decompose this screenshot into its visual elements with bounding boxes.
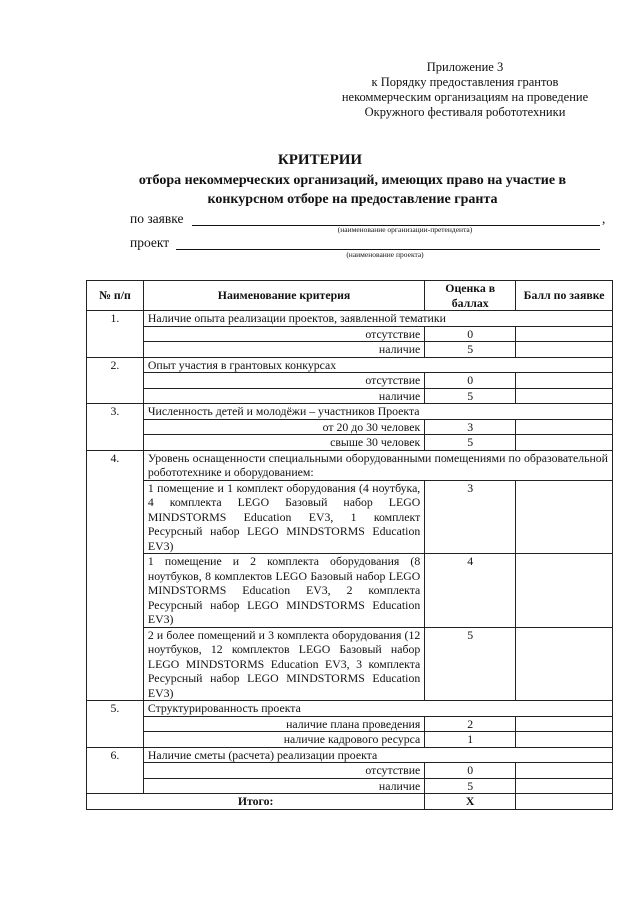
- option-label: наличие кадрового ресурса: [143, 732, 424, 748]
- table-row: [87, 450, 613, 480]
- option-score: 5: [425, 342, 516, 358]
- criterion-name: Численность детей и молодёжи – участников Проекта: [143, 404, 612, 420]
- option-label: 1 помещение и 2 комплекта оборудования (8 ноутбуков, 8 комплектов LEGO Базовый набор LEGO MINDSTORMS Education EV3, 2 комплекта Ресурсный набор LEGO MINDSTORMS Education EV3): [143, 554, 424, 628]
- table-row: [87, 778, 613, 794]
- table-row: [87, 435, 613, 451]
- option-label: наличие плана проведения: [143, 716, 424, 732]
- option-label: от 20 до 30 человек: [143, 419, 424, 435]
- option-score: 0: [425, 373, 516, 389]
- total-score: X: [425, 794, 516, 810]
- application-input-line[interactable]: [192, 211, 600, 226]
- application-score-cell[interactable]: [516, 732, 613, 748]
- col-header-num: № п/п: [87, 281, 144, 311]
- option-score: 5: [425, 627, 516, 701]
- option-label: 2 и более помещений и 3 комплекта оборудования (12 ноутбуков, 12 комплектов LEGO Базовый набор LEGO MINDSTORMS Education EV3, 3 комплекта Ресурсный набор LEGO MINDSTORMS Education EV3): [143, 627, 424, 701]
- col-header-score: Оценка в баллах: [425, 281, 516, 311]
- table-row: [87, 311, 613, 327]
- option-score: 5: [425, 435, 516, 451]
- option-score: 3: [425, 419, 516, 435]
- application-score-cell[interactable]: [516, 388, 613, 404]
- option-score: 2: [425, 716, 516, 732]
- table-row: [87, 326, 613, 342]
- appendix-header: [320, 60, 610, 120]
- application-comma: ,: [602, 211, 606, 226]
- option-label: наличие: [143, 778, 424, 794]
- criterion-num: 1.: [87, 311, 144, 358]
- application-label: по заявке: [130, 211, 184, 226]
- application-score-cell[interactable]: [516, 342, 613, 358]
- option-label: свыше 30 человек: [143, 435, 424, 451]
- option-score: 5: [425, 388, 516, 404]
- option-score: 3: [425, 480, 516, 554]
- col-header-application-score: Балл по заявке: [516, 281, 613, 311]
- application-score-cell[interactable]: [516, 326, 613, 342]
- option-label: 1 помещение и 1 комплект оборудования (4 ноутбука, 4 комплекта LEGO Базовый набор LEGO MINDSTORMS Education EV3, 1 комплект Ресурсный набор LEGO MINDSTORMS Education EV3): [143, 480, 424, 554]
- criterion-num: 2.: [87, 357, 144, 404]
- option-score: 5: [425, 778, 516, 794]
- application-score-cell[interactable]: [516, 554, 613, 628]
- table-row: [87, 388, 613, 404]
- option-score: 1: [425, 732, 516, 748]
- criterion-name: Уровень оснащенности специальными оборудованными помещениями по образовательной робототехнике и оборудованием:: [143, 450, 612, 480]
- col-header-criterion: Наименование критерия: [143, 281, 424, 311]
- application-score-cell[interactable]: [516, 778, 613, 794]
- option-score: 0: [425, 763, 516, 779]
- option-label: отсутствие: [143, 326, 424, 342]
- appendix-line: Окружного фестиваля робототехники: [364, 105, 566, 119]
- application-score-cell[interactable]: [516, 419, 613, 435]
- table-header-row: [87, 281, 613, 311]
- application-score-cell[interactable]: [516, 627, 613, 701]
- criterion-name: Опыт участия в грантовых конкурсах: [143, 357, 612, 373]
- table-row: [87, 404, 613, 420]
- appendix-line: к Порядку предоставления грантов: [371, 75, 559, 89]
- criterion-name: Наличие сметы (расчета) реализации проекта: [143, 747, 612, 763]
- table-row: [87, 701, 613, 717]
- table-row: [87, 480, 613, 554]
- total-row: [87, 794, 613, 810]
- table-row: [87, 627, 613, 701]
- option-label: наличие: [143, 388, 424, 404]
- appendix-line: Приложение 3: [426, 60, 504, 74]
- criteria-table: [86, 280, 613, 810]
- criterion-name: Наличие опыта реализации проектов, заявленной тематики: [143, 311, 612, 327]
- table-row: [87, 554, 613, 628]
- table-row: [87, 716, 613, 732]
- option-label: наличие: [143, 342, 424, 358]
- table-row: [87, 732, 613, 748]
- option-label: отсутствие: [143, 763, 424, 779]
- option-score: 4: [425, 554, 516, 628]
- application-score-cell[interactable]: [516, 716, 613, 732]
- table-row: [87, 763, 613, 779]
- project-input-line[interactable]: [176, 235, 600, 250]
- document-title: КРИТЕРИИ: [277, 152, 363, 168]
- criterion-num: 4.: [87, 450, 144, 701]
- total-label: Итого:: [87, 794, 425, 810]
- table-row: [87, 373, 613, 389]
- table-row: [87, 342, 613, 358]
- application-score-cell[interactable]: [516, 435, 613, 451]
- criterion-num: 3.: [87, 404, 144, 451]
- application-score-cell[interactable]: [516, 373, 613, 389]
- option-score: 0: [425, 326, 516, 342]
- criterion-num: 6.: [87, 747, 144, 794]
- criterion-name: Структурированность проекта: [143, 701, 612, 717]
- project-hint: (наименование проекта): [346, 250, 424, 259]
- application-score-cell[interactable]: [516, 763, 613, 779]
- table-row: [87, 357, 613, 373]
- table-row: [87, 747, 613, 763]
- criterion-num: 5.: [87, 701, 144, 748]
- option-label: отсутствие: [143, 373, 424, 389]
- document-subtitle: отбора некоммерческих организаций, имеющих право на участие в конкурсном отборе на предоставление гранта: [138, 173, 567, 207]
- appendix-line: некоммерческим организациям на проведение: [341, 90, 589, 104]
- project-label: проект: [130, 235, 170, 250]
- application-score-cell[interactable]: [516, 480, 613, 554]
- total-application-score-cell[interactable]: [516, 794, 613, 810]
- table-row: [87, 419, 613, 435]
- application-hint: (наименование организации-претендента): [337, 225, 473, 234]
